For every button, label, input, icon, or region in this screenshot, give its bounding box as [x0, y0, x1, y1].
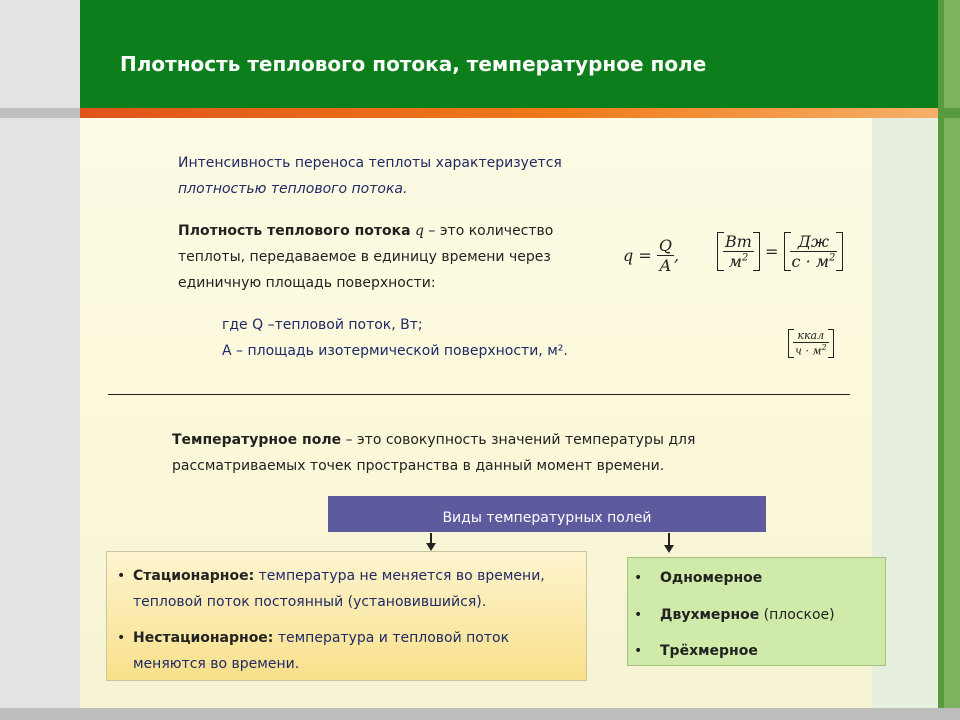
definition-text — [178, 218, 553, 296]
one-dimensional: Одномерное — [660, 570, 763, 586]
temp-field-term: Температурное поле — [172, 432, 342, 448]
unit1-den: $м^2$ — [723, 251, 754, 271]
nonstationary-line2: меняются во времени. — [133, 656, 300, 672]
arrow-right-icon — [664, 545, 674, 553]
intro-line2: плотностью теплового потока. — [178, 181, 408, 197]
accent-bar — [0, 108, 960, 118]
definition-line3: единичную площадь поверхности: — [178, 275, 436, 291]
nonstationary-term: Нестационарное: — [133, 630, 274, 646]
where-line1: где Q –тепловой поток, Вт; — [222, 317, 423, 333]
temp-field-rest1: – это совокупность значений температуры для — [341, 432, 696, 448]
bullet-dot-icon: • — [117, 568, 126, 584]
formula-fraction — [657, 236, 674, 275]
stationary-rest: температура не меняется во времени, — [254, 568, 545, 584]
unit-bracket-3 — [788, 329, 834, 358]
types-header-box: Виды температурных полей — [328, 496, 766, 532]
formula-numerator: Q — [658, 236, 672, 255]
bullet-dot-icon: • — [634, 643, 643, 659]
definition-var: q — [415, 223, 424, 239]
definition-rest1: – это количество — [423, 223, 554, 239]
bullet-stationary — [117, 563, 545, 615]
three-dimensional: Трёхмерное — [660, 643, 758, 659]
unit2-fraction — [790, 232, 838, 271]
unit-bracket-1 — [717, 232, 760, 271]
unit1-num: Вт — [725, 232, 752, 251]
where-line2: А – площадь изотермической поверхности, м². — [222, 343, 568, 359]
formula-units — [717, 232, 843, 271]
arrow-left-shaft — [430, 533, 432, 543]
formula-lhs: q = — [623, 246, 652, 265]
unit2-den: $с \cdot м^2$ — [791, 252, 836, 271]
bullet-dot-icon: • — [117, 630, 126, 646]
unit2-num: Дж — [797, 232, 830, 251]
formula-comma: , — [673, 246, 680, 265]
arrow-left-icon — [426, 543, 436, 551]
definition-line2: теплоты, передаваемое в единицу времени через — [178, 249, 551, 265]
intro-text — [178, 150, 562, 202]
slide-title: Плотность теплового потока, температурное поле — [120, 52, 707, 76]
nonstationary-rest: температура и тепловой поток — [273, 630, 510, 646]
bullet-dot-icon: • — [634, 607, 643, 623]
formula-q — [623, 236, 679, 275]
bullet-nonstationary — [117, 625, 510, 677]
intro-line1: Интенсивность переноса теплоты характеризуется — [178, 155, 562, 171]
units-equals: = — [765, 242, 779, 261]
two-dimensional-rest: (плоское) — [759, 607, 835, 623]
where-text — [222, 312, 568, 364]
stationary-term: Стационарное: — [133, 568, 255, 584]
bullet-dot-icon: • — [634, 570, 643, 586]
unit1-fraction — [723, 232, 754, 271]
definition-term: Плотность теплового потока — [178, 223, 411, 239]
stationary-line2: тепловой поток постоянный (установившийся). — [133, 594, 487, 610]
bullet-3d — [634, 638, 758, 664]
divider-line — [108, 394, 850, 395]
bullet-2d — [634, 602, 835, 628]
temp-field-line2: рассматриваемых точек пространства в данный момент времени. — [172, 458, 665, 474]
formula-denominator: A — [657, 255, 674, 275]
unit3-den: $ч \cdot м^2$ — [795, 343, 827, 358]
temp-field-text — [172, 427, 695, 479]
arrow-right-shaft — [668, 533, 670, 545]
formula-unit-kcal — [788, 329, 834, 358]
two-dimensional: Двухмерное — [660, 607, 760, 623]
bottom-bar — [0, 708, 960, 720]
unit3-fraction — [793, 329, 829, 358]
unit3-num: ккал — [797, 329, 825, 342]
unit-bracket-2 — [784, 232, 844, 271]
bullet-1d — [634, 565, 763, 591]
